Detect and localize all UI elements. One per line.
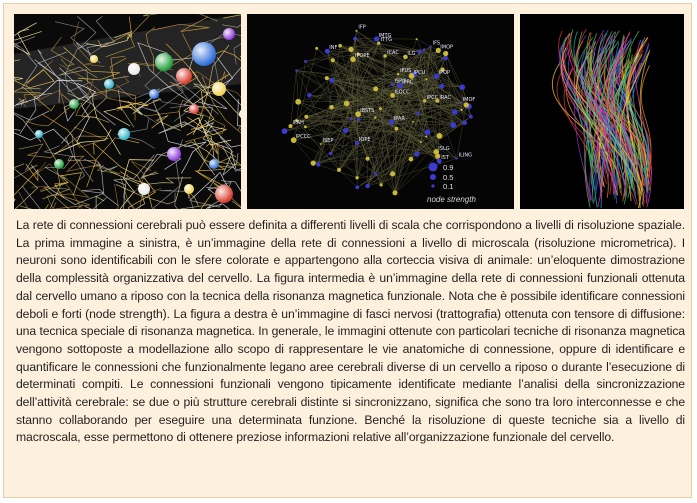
network-node [320,143,322,145]
node-label: ISLG [438,145,450,152]
network-node [379,107,382,110]
network-node [304,126,307,129]
node-label: IPOP [438,70,451,77]
node-label: IMTG [378,33,392,39]
node-label: IFUS [400,68,412,75]
sphere-highlight [192,42,216,66]
network-node [420,141,422,143]
network-node [390,171,395,176]
network-node [464,102,469,107]
sphere-highlight [155,53,173,71]
microscale-network-image [14,14,241,209]
sphere-highlight [149,89,159,99]
network-node [374,116,376,118]
legend-title: node strength [427,195,476,204]
node-label: ILING [458,152,472,159]
network-node [337,168,341,172]
network-node [443,51,448,56]
network-node [412,121,414,123]
network-node [350,118,353,121]
network-node [423,48,426,51]
network-node [330,78,335,83]
network-node [409,157,414,162]
network-node [304,115,308,119]
sphere-highlight [128,63,140,75]
sphere-highlight [167,147,181,161]
node-label: IPCU [413,69,426,76]
node-label: IFS [432,40,441,47]
network-node [452,109,458,115]
node-label: IBSTS [360,108,375,115]
node-label: ILOCC [394,89,410,96]
sphere-highlight [35,130,43,138]
network-node [325,76,329,80]
network-node [355,186,359,190]
network-node [462,120,467,125]
sphere-highlight [90,55,98,63]
network-node [418,50,422,54]
node-label: IFP [358,24,366,31]
network-node [311,161,316,166]
sphere-highlight [189,104,199,114]
node-label: IRAC [439,94,451,101]
node-label: ISPG [394,78,407,85]
legend-marker-small [431,184,434,187]
network-node [348,47,353,52]
node-label: INF [329,45,338,52]
network-node [329,152,332,155]
node-label: IOPE [359,137,371,144]
network-node [343,128,348,133]
sphere-highlight [138,183,150,195]
network-node [435,154,440,159]
sphere-highlight [223,28,235,40]
node-label: IPCC [426,94,439,101]
network-node [397,73,399,75]
network-node [374,172,377,175]
network-node [307,93,311,97]
node-label: ITTG [380,37,393,44]
network-node [315,47,318,50]
network-node [437,133,443,139]
network-node [380,183,383,186]
figure-box [3,3,692,498]
figure-caption: La rete di connessioni cerebrali può essere definita a differenti livelli di scala che corrispondono a livelli di risoluzione spaziale. La prima immagine a sinistra, è un’immagine della rete di connessioni a livello di microscala (risoluzione micrometrica). I neuroni sono identificabili con le sfere colorate e appartengono alla corteccia visiva di animale: un’eloquente dimostrazione della complessità organizzativa del cervello. La figura intermedia è un’immagine della rete di connessioni funzionali ottenuta dal cervello umano a riposo con la tecnica della risonanza magnetica funzionale. Nota che è possibile identificare connessioni deboli e forti (node strength). La figura a destra è un’immagine di fasci nervosi (trattografia) ottenuta con tensore di diffusione: una tecnica speciale di risonanza magnetica. In generale, le immagini ottenute con particolari tecniche di risonanza magnetica vengono sottoposte a modellazione allo scopo di rappresentare le vie anatomiche di connessione, oppure di identificare e quantificare le connessioni che funzionalmente legano aree cerebrali diverse di un cervello a riposo o durante l’esecuzione di determinati compiti. Le connessioni funzionali vengono tipicamente identificate mediante l’analisi della sincronizzazione dell’attività cerebrale: se due o più strutture cerebrali distinte si sincronizzano, significa che sono tra loro interconnesse e che stanno collaborando per eseguire una determinata funzione. Benché la risoluzione di queste tecniche sia a livello di macroscala, esse permettono di ottenere preziose informazioni relative all’organizzazione funzionale del cervello. [16,218,685,445]
node-label: ILG [407,50,416,57]
network-node [439,84,444,89]
network-node [416,38,418,40]
network-node [357,118,361,122]
network-node [295,69,297,71]
network-node [353,37,357,41]
node-label: IPRC [402,79,414,86]
network-node [393,190,398,195]
network-node [455,157,457,159]
legend-marker-large [429,163,438,172]
network-node [366,157,370,161]
network-node [414,152,419,157]
network-node [416,112,419,115]
network-node [425,78,427,80]
node-label: IST [441,155,449,162]
network-node [469,115,473,119]
functional-network-graphic [247,14,514,209]
network-node [338,44,342,48]
network-node [373,86,378,91]
network-node [344,101,350,107]
network-node [425,129,431,135]
microscale-network-graphic [14,14,241,209]
node-label: IPAH [292,120,304,127]
sphere-highlight [118,128,130,140]
network-node [430,45,432,47]
sphere-highlight [209,159,219,169]
legend-value: 0.1 [443,182,454,191]
sphere-highlight [176,68,192,84]
sphere-highlight [212,82,226,96]
network-node [316,162,320,166]
network-node [460,102,462,104]
legend-value: 0.5 [443,173,454,182]
network-node [355,176,358,179]
node-label: IMOP [440,44,454,51]
network-node [460,84,466,90]
node-label: ISEP [322,138,334,144]
node-label: ICAC [387,50,399,56]
sphere-highlight [215,185,233,203]
sphere-highlight [54,159,64,169]
legend-value: 0.9 [443,163,454,172]
node-label: IPAR [393,116,405,123]
network-node [295,99,301,105]
network-node [282,128,288,134]
tractography-graphic [520,14,684,209]
sphere-highlight [184,184,194,194]
network-node [461,109,463,111]
network-node [304,60,307,63]
network-node [450,122,456,128]
node-label: IMOF [462,96,476,103]
legend-marker-medium [430,174,436,180]
network-node [443,56,448,61]
network-node [329,105,334,110]
network-node [331,58,335,62]
sphere-highlight [69,99,79,109]
network-node [395,127,399,131]
functional-network-image [247,14,514,209]
network-node [365,184,369,188]
sphere-highlight [104,79,114,89]
node-label: IPCCC [295,134,311,141]
node-label: IPOPE [355,53,370,60]
network-node [425,136,427,138]
network-node [355,30,357,32]
tractography-image [520,14,684,209]
